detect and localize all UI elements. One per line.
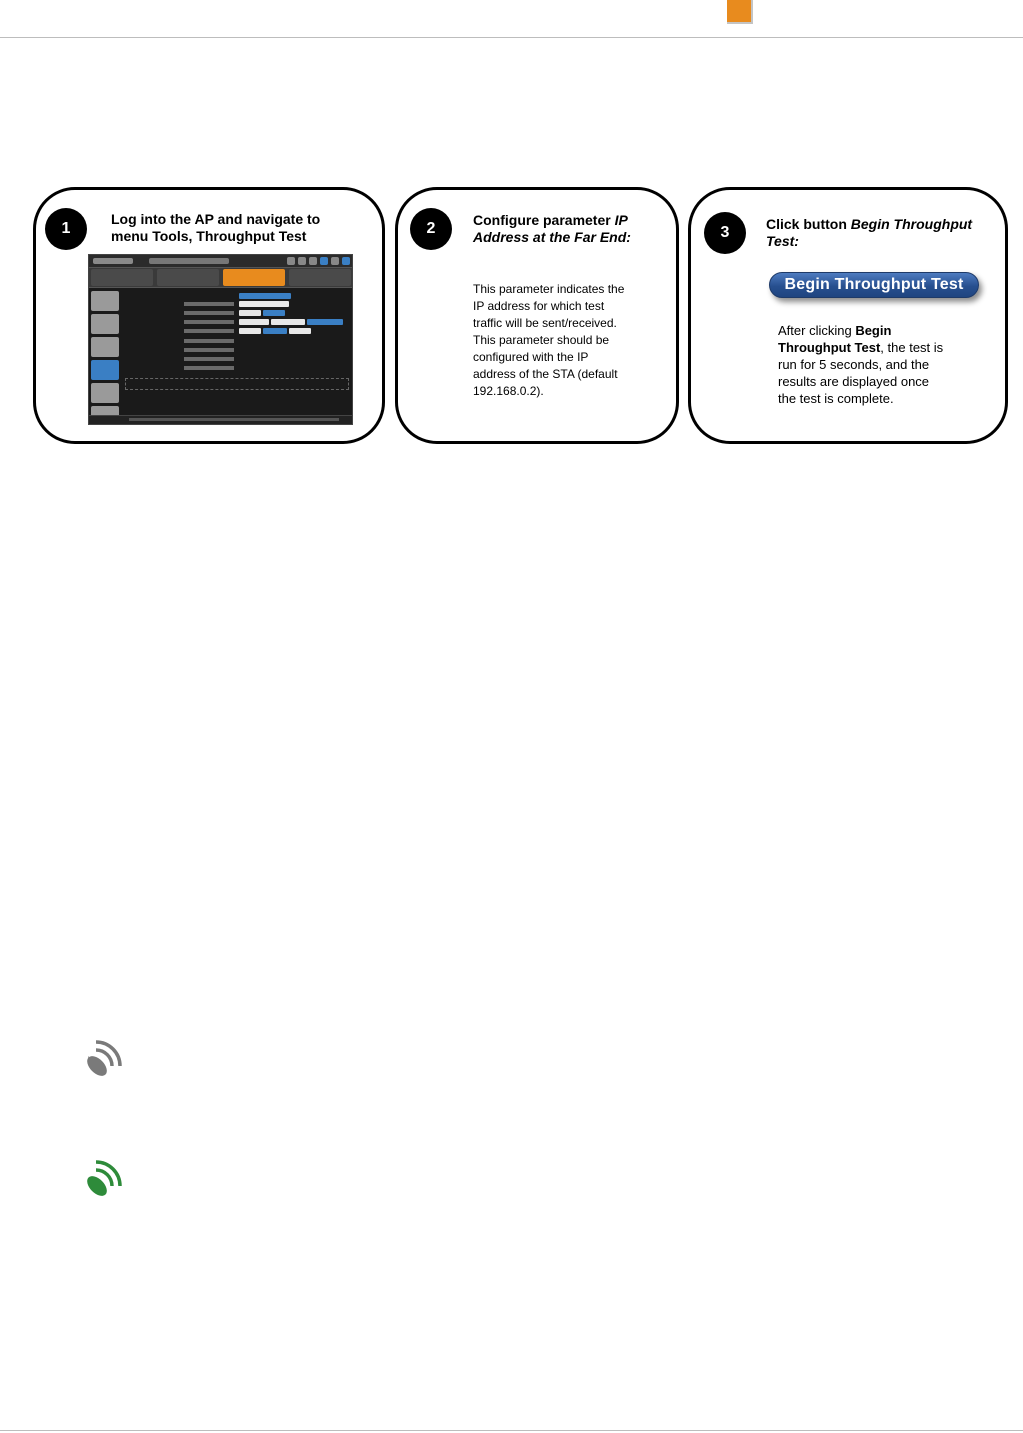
step-3-box bbox=[688, 187, 1008, 444]
step-1-title: Log into the AP and navigate to menu Tools, Throughput Test bbox=[111, 211, 321, 244]
step-3-desc-bold: Begin Throughput Test bbox=[778, 323, 892, 355]
screenshot-menu-bar bbox=[89, 268, 352, 288]
footer-rule bbox=[0, 1430, 1023, 1431]
header-rule bbox=[0, 37, 1023, 38]
signal-green-icon bbox=[82, 1156, 126, 1200]
step-3-number: 3 bbox=[704, 212, 746, 254]
step-2-description: This parameter indicates the IP address for which test traffic will be sent/received. This parameter should be configured with the IP address of the STA (default 192.168.0.2). bbox=[473, 282, 625, 398]
signal-grey-icon bbox=[82, 1036, 126, 1080]
step-1-box bbox=[33, 187, 385, 444]
step-3-title-text: Click button bbox=[766, 216, 851, 232]
step-2-title-text: Configure parameter bbox=[473, 212, 615, 228]
step-2-title-param: IP Address at the Far End: bbox=[473, 212, 631, 245]
step-1-number: 1 bbox=[45, 208, 87, 250]
step-2-title bbox=[473, 212, 648, 246]
step-3-description bbox=[778, 322, 948, 407]
throughput-test-screenshot bbox=[88, 254, 353, 425]
begin-throughput-test-button[interactable]: Begin Throughput Test bbox=[769, 272, 979, 298]
screenshot-titlebar bbox=[89, 255, 352, 268]
step-3-desc-after: , the test is run for 5 seconds, and the results are displayed once the test is complete. bbox=[778, 340, 944, 406]
screenshot-results-area bbox=[125, 378, 349, 390]
screenshot-sidebar bbox=[91, 291, 119, 425]
header-orange-marker bbox=[727, 0, 753, 24]
step-3-desc-before: After clicking bbox=[778, 323, 856, 338]
screenshot-footer bbox=[89, 415, 352, 424]
step-3-title-button: Begin Throughput Test: bbox=[766, 216, 973, 249]
step-3-title bbox=[766, 216, 991, 250]
step-2-box bbox=[395, 187, 679, 444]
step-2-number: 2 bbox=[410, 208, 452, 250]
